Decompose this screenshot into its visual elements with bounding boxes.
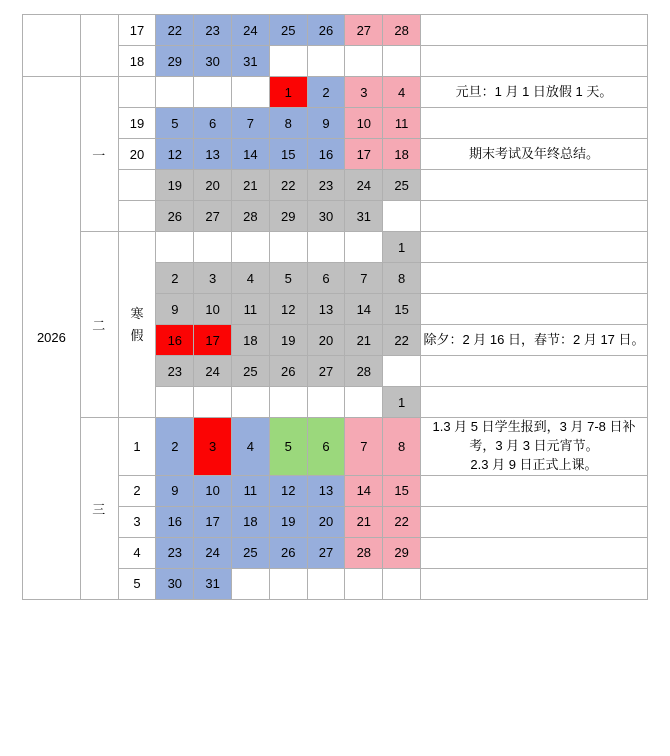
- day-cell: 28: [383, 15, 421, 46]
- day-cell: 4: [232, 418, 270, 476]
- day-cell: 14: [345, 475, 383, 506]
- day-cell: [156, 232, 194, 263]
- week-number-cell: 2: [118, 475, 156, 506]
- note-cell: [421, 387, 648, 418]
- day-cell: 23: [156, 356, 194, 387]
- note-cell: [421, 232, 648, 263]
- note-cell: 期末考试及年终总结。: [421, 139, 648, 170]
- day-cell: 6: [194, 108, 232, 139]
- day-cell: 12: [269, 475, 307, 506]
- day-cell: 3: [194, 263, 232, 294]
- day-cell: 1: [383, 387, 421, 418]
- day-cell: 14: [345, 294, 383, 325]
- day-cell: 26: [269, 356, 307, 387]
- academic-calendar-table: [22, 14, 648, 600]
- month-label-mar: 三: [80, 418, 118, 600]
- year-label: 2026: [23, 77, 81, 600]
- note-cell: [421, 108, 648, 139]
- week-number-cell: [118, 201, 156, 232]
- day-cell: 18: [232, 506, 270, 537]
- day-cell: [383, 201, 421, 232]
- day-cell: 23: [194, 15, 232, 46]
- day-cell: 9: [156, 475, 194, 506]
- note-cell: 除夕：2 月 16 日，春节：2 月 17 日。: [421, 325, 648, 356]
- day-cell: [307, 568, 345, 599]
- week-number-cell: 17: [118, 15, 156, 46]
- day-cell: 27: [194, 201, 232, 232]
- day-cell: 26: [307, 15, 345, 46]
- day-cell: 26: [269, 537, 307, 568]
- day-cell: 12: [156, 139, 194, 170]
- day-cell: [194, 387, 232, 418]
- day-cell: 17: [194, 506, 232, 537]
- day-cell: 21: [345, 325, 383, 356]
- day-cell: 7: [232, 108, 270, 139]
- day-cell: [156, 387, 194, 418]
- day-cell: [383, 356, 421, 387]
- day-cell: 27: [307, 356, 345, 387]
- day-cell: 29: [269, 201, 307, 232]
- day-cell: 2: [307, 77, 345, 108]
- day-cell: [307, 232, 345, 263]
- table-row: [23, 15, 648, 46]
- day-cell: 6: [307, 418, 345, 476]
- note-cell: [421, 294, 648, 325]
- day-cell: 15: [269, 139, 307, 170]
- day-cell: [345, 387, 383, 418]
- day-cell: 3: [194, 418, 232, 476]
- day-cell: 22: [156, 15, 194, 46]
- day-cell: 22: [383, 325, 421, 356]
- day-cell: 9: [156, 294, 194, 325]
- day-cell: 15: [383, 294, 421, 325]
- note-cell: [421, 475, 648, 506]
- day-cell: 2: [156, 263, 194, 294]
- day-cell: 20: [307, 506, 345, 537]
- note-cell: [421, 15, 648, 46]
- month-label-jan: 一: [80, 77, 118, 232]
- day-cell: 29: [383, 537, 421, 568]
- day-cell: 19: [269, 325, 307, 356]
- day-cell: 22: [383, 506, 421, 537]
- day-cell: 8: [383, 418, 421, 476]
- day-cell: 27: [307, 537, 345, 568]
- note-cell: [421, 263, 648, 294]
- day-cell: 12: [269, 294, 307, 325]
- day-cell: 15: [383, 475, 421, 506]
- day-cell: [345, 46, 383, 77]
- table-row: [23, 232, 648, 263]
- note-cell: [421, 170, 648, 201]
- day-cell: 31: [232, 46, 270, 77]
- day-cell: 8: [383, 263, 421, 294]
- day-cell: 29: [156, 46, 194, 77]
- day-cell: 24: [194, 537, 232, 568]
- day-cell: 5: [156, 108, 194, 139]
- day-cell: 25: [232, 356, 270, 387]
- day-cell: [345, 232, 383, 263]
- week-number-cell: [118, 170, 156, 201]
- day-cell: 4: [383, 77, 421, 108]
- day-cell: 31: [194, 568, 232, 599]
- week-number-cell: 18: [118, 46, 156, 77]
- day-cell: 17: [194, 325, 232, 356]
- day-cell: 25: [383, 170, 421, 201]
- day-cell: 27: [345, 15, 383, 46]
- day-cell: 24: [345, 170, 383, 201]
- week-number-cell: 1: [118, 418, 156, 476]
- day-cell: [232, 77, 270, 108]
- day-cell: [269, 387, 307, 418]
- week-number-cell: 5: [118, 568, 156, 599]
- day-cell: 1: [269, 77, 307, 108]
- day-cell: 14: [232, 139, 270, 170]
- week-number-cell: 3: [118, 506, 156, 537]
- day-cell: 28: [232, 201, 270, 232]
- day-cell: 5: [269, 418, 307, 476]
- note-cell: [421, 506, 648, 537]
- day-cell: 2: [156, 418, 194, 476]
- day-cell: 11: [383, 108, 421, 139]
- day-cell: [194, 77, 232, 108]
- day-cell: 28: [345, 537, 383, 568]
- day-cell: 16: [156, 506, 194, 537]
- day-cell: 31: [345, 201, 383, 232]
- day-cell: 13: [307, 294, 345, 325]
- day-cell: [383, 46, 421, 77]
- day-cell: 18: [232, 325, 270, 356]
- day-cell: [232, 568, 270, 599]
- day-cell: 7: [345, 418, 383, 476]
- table-row: [23, 77, 648, 108]
- day-cell: 11: [232, 475, 270, 506]
- day-cell: 10: [194, 294, 232, 325]
- day-cell: [156, 77, 194, 108]
- day-cell: [269, 568, 307, 599]
- day-cell: 13: [194, 139, 232, 170]
- day-cell: [307, 46, 345, 77]
- month-label-feb: 二: [80, 232, 118, 418]
- note-cell: 元旦：1 月 1 日放假 1 天。: [421, 77, 648, 108]
- day-cell: 8: [269, 108, 307, 139]
- day-cell: 7: [345, 263, 383, 294]
- day-cell: 19: [156, 170, 194, 201]
- day-cell: 5: [269, 263, 307, 294]
- day-cell: 16: [307, 139, 345, 170]
- day-cell: [232, 232, 270, 263]
- day-cell: 23: [156, 537, 194, 568]
- day-cell: 26: [156, 201, 194, 232]
- day-cell: 16: [156, 325, 194, 356]
- day-cell: 20: [307, 325, 345, 356]
- day-cell: 22: [269, 170, 307, 201]
- winter-vacation-label: 寒 假: [118, 232, 156, 418]
- day-cell: 10: [194, 475, 232, 506]
- day-cell: 13: [307, 475, 345, 506]
- day-cell: 30: [194, 46, 232, 77]
- day-cell: 18: [383, 139, 421, 170]
- day-cell: 6: [307, 263, 345, 294]
- week-number-cell: 20: [118, 139, 156, 170]
- day-cell: 4: [232, 263, 270, 294]
- day-cell: 30: [156, 568, 194, 599]
- day-cell: 24: [232, 15, 270, 46]
- day-cell: 20: [194, 170, 232, 201]
- note-cell: [421, 356, 648, 387]
- day-cell: 21: [232, 170, 270, 201]
- note-cell: [421, 46, 648, 77]
- note-cell: 1.3 月 5 日学生报到，3 月 7-8 日补考，3 月 3 日元宵节。 2.3 月 9 日正式上课。: [421, 418, 648, 476]
- day-cell: 24: [194, 356, 232, 387]
- day-cell: [194, 232, 232, 263]
- week-number-cell: 19: [118, 108, 156, 139]
- day-cell: 11: [232, 294, 270, 325]
- day-cell: [269, 232, 307, 263]
- day-cell: [269, 46, 307, 77]
- month-cell-empty: [80, 15, 118, 77]
- day-cell: 19: [269, 506, 307, 537]
- day-cell: 9: [307, 108, 345, 139]
- note-cell: [421, 201, 648, 232]
- day-cell: 30: [307, 201, 345, 232]
- week-number-cell: [118, 77, 156, 108]
- week-number-cell: 4: [118, 537, 156, 568]
- table-row: [23, 418, 648, 476]
- day-cell: 23: [307, 170, 345, 201]
- day-cell: 28: [345, 356, 383, 387]
- day-cell: [383, 568, 421, 599]
- day-cell: 10: [345, 108, 383, 139]
- day-cell: 3: [345, 77, 383, 108]
- day-cell: 25: [269, 15, 307, 46]
- day-cell: 21: [345, 506, 383, 537]
- day-cell: 25: [232, 537, 270, 568]
- note-cell: [421, 568, 648, 599]
- day-cell: [345, 568, 383, 599]
- year-cell-empty: [23, 15, 81, 77]
- day-cell: 17: [345, 139, 383, 170]
- day-cell: 1: [383, 232, 421, 263]
- day-cell: [232, 387, 270, 418]
- day-cell: [307, 387, 345, 418]
- note-cell: [421, 537, 648, 568]
